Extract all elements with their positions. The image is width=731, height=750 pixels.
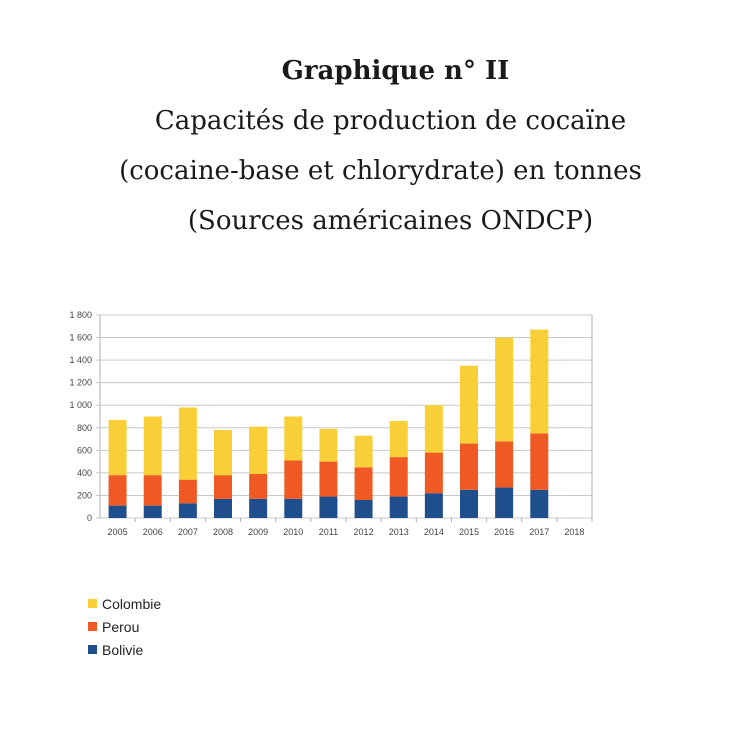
y-tick-label-8: 1 600 (69, 332, 92, 343)
legend-label-colombie: Colombie (102, 595, 162, 612)
legend-item-colombie (88, 592, 161, 615)
x-tick-label-2015: 2015 (458, 527, 480, 537)
y-tick-label-0: 0 (86, 513, 92, 523)
legend-item-perou (88, 615, 161, 638)
bar-bolivie-2009 (249, 499, 267, 518)
legend-label-perou: Perou (102, 618, 140, 635)
bar-colombie-2005 (109, 420, 127, 475)
bar-bolivie-2010 (284, 499, 302, 518)
x-tick-label-2018: 2018 (564, 527, 585, 537)
bar-perou-2017 (530, 433, 548, 489)
x-tick-label-2014: 2014 (423, 527, 444, 537)
x-tick-label-2011: 2011 (318, 527, 339, 537)
x-tick-label-2007: 2007 (177, 527, 198, 537)
bar-colombie-2013 (390, 421, 408, 457)
x-tick-label-2017: 2017 (529, 527, 550, 537)
x-tick-label-2009: 2009 (248, 527, 269, 537)
chart-subtitle-3: (Sources américaines ONDCP) (187, 206, 594, 236)
x-tick-label-2013: 2013 (388, 527, 409, 537)
bar-perou-2015 (460, 444, 478, 490)
bar-perou-2008 (214, 475, 232, 499)
bar-bolivie-2011 (319, 497, 337, 518)
bar-perou-2006 (144, 475, 162, 505)
legend-swatch-bolivie (88, 645, 97, 654)
y-tick-label-6: 1 200 (69, 377, 92, 388)
bar-bolivie-2017 (530, 490, 548, 518)
bar-perou-2016 (495, 441, 513, 487)
bar-colombie-2015 (460, 366, 478, 444)
bar-colombie-2007 (179, 407, 197, 479)
legend-item-bolivie (88, 638, 161, 661)
bar-bolivie-2007 (179, 503, 197, 518)
bar-perou-2009 (249, 474, 267, 499)
bar-perou-2010 (284, 460, 302, 498)
legend-swatch-colombie (88, 599, 97, 608)
bar-colombie-2016 (495, 338, 513, 442)
x-tick-label-2010: 2010 (283, 527, 304, 537)
bar-bolivie-2013 (390, 497, 408, 518)
bar-colombie-2011 (319, 429, 337, 462)
bar-perou-2007 (179, 480, 197, 504)
y-tick-label-2: 400 (76, 467, 92, 478)
legend-label-bolivie: Bolivie (102, 641, 144, 658)
y-tick-label-9: 1 800 (69, 310, 92, 320)
bar-bolivie-2016 (495, 488, 513, 518)
y-tick-label-1: 200 (76, 490, 92, 501)
chart-subtitle-2: (cocaine-base et chlorydrate) en tonnes (119, 156, 642, 186)
bar-perou-2011 (319, 462, 337, 497)
bar-colombie-2006 (144, 417, 162, 476)
x-tick-label-2008: 2008 (212, 527, 234, 537)
bar-colombie-2012 (355, 436, 373, 468)
y-tick-label-7: 1 400 (69, 355, 92, 366)
chart-title: Graphique n° II (281, 56, 510, 86)
bar-colombie-2008 (214, 430, 232, 475)
stacked-bar-chart (0, 300, 731, 550)
chart-titles (0, 58, 731, 234)
y-tick-label-3: 600 (76, 445, 92, 456)
x-tick-label-2005: 2005 (107, 527, 128, 537)
bar-colombie-2010 (284, 417, 302, 461)
bar-bolivie-2012 (355, 500, 373, 518)
bar-colombie-2014 (425, 405, 443, 452)
bar-bolivie-2014 (425, 493, 443, 518)
bar-perou-2013 (390, 457, 408, 496)
chart-subtitle-1: Capacités de production de cocaïne (154, 106, 627, 136)
bar-perou-2005 (109, 475, 127, 505)
bar-bolivie-2005 (109, 506, 127, 518)
y-tick-label-4: 800 (76, 422, 92, 433)
bar-colombie-2017 (530, 330, 548, 434)
legend-swatch-perou (88, 622, 97, 631)
bar-perou-2014 (425, 453, 443, 494)
bar-colombie-2009 (249, 427, 267, 474)
bar-perou-2012 (355, 467, 373, 500)
y-tick-label-5: 1 000 (69, 400, 92, 411)
x-tick-label-2006: 2006 (142, 527, 163, 537)
x-tick-label-2016: 2016 (494, 527, 515, 537)
bar-bolivie-2015 (460, 490, 478, 518)
x-tick-label-2012: 2012 (353, 527, 374, 537)
bar-bolivie-2008 (214, 499, 232, 518)
bar-bolivie-2006 (144, 506, 162, 518)
chart-legend (88, 592, 161, 661)
